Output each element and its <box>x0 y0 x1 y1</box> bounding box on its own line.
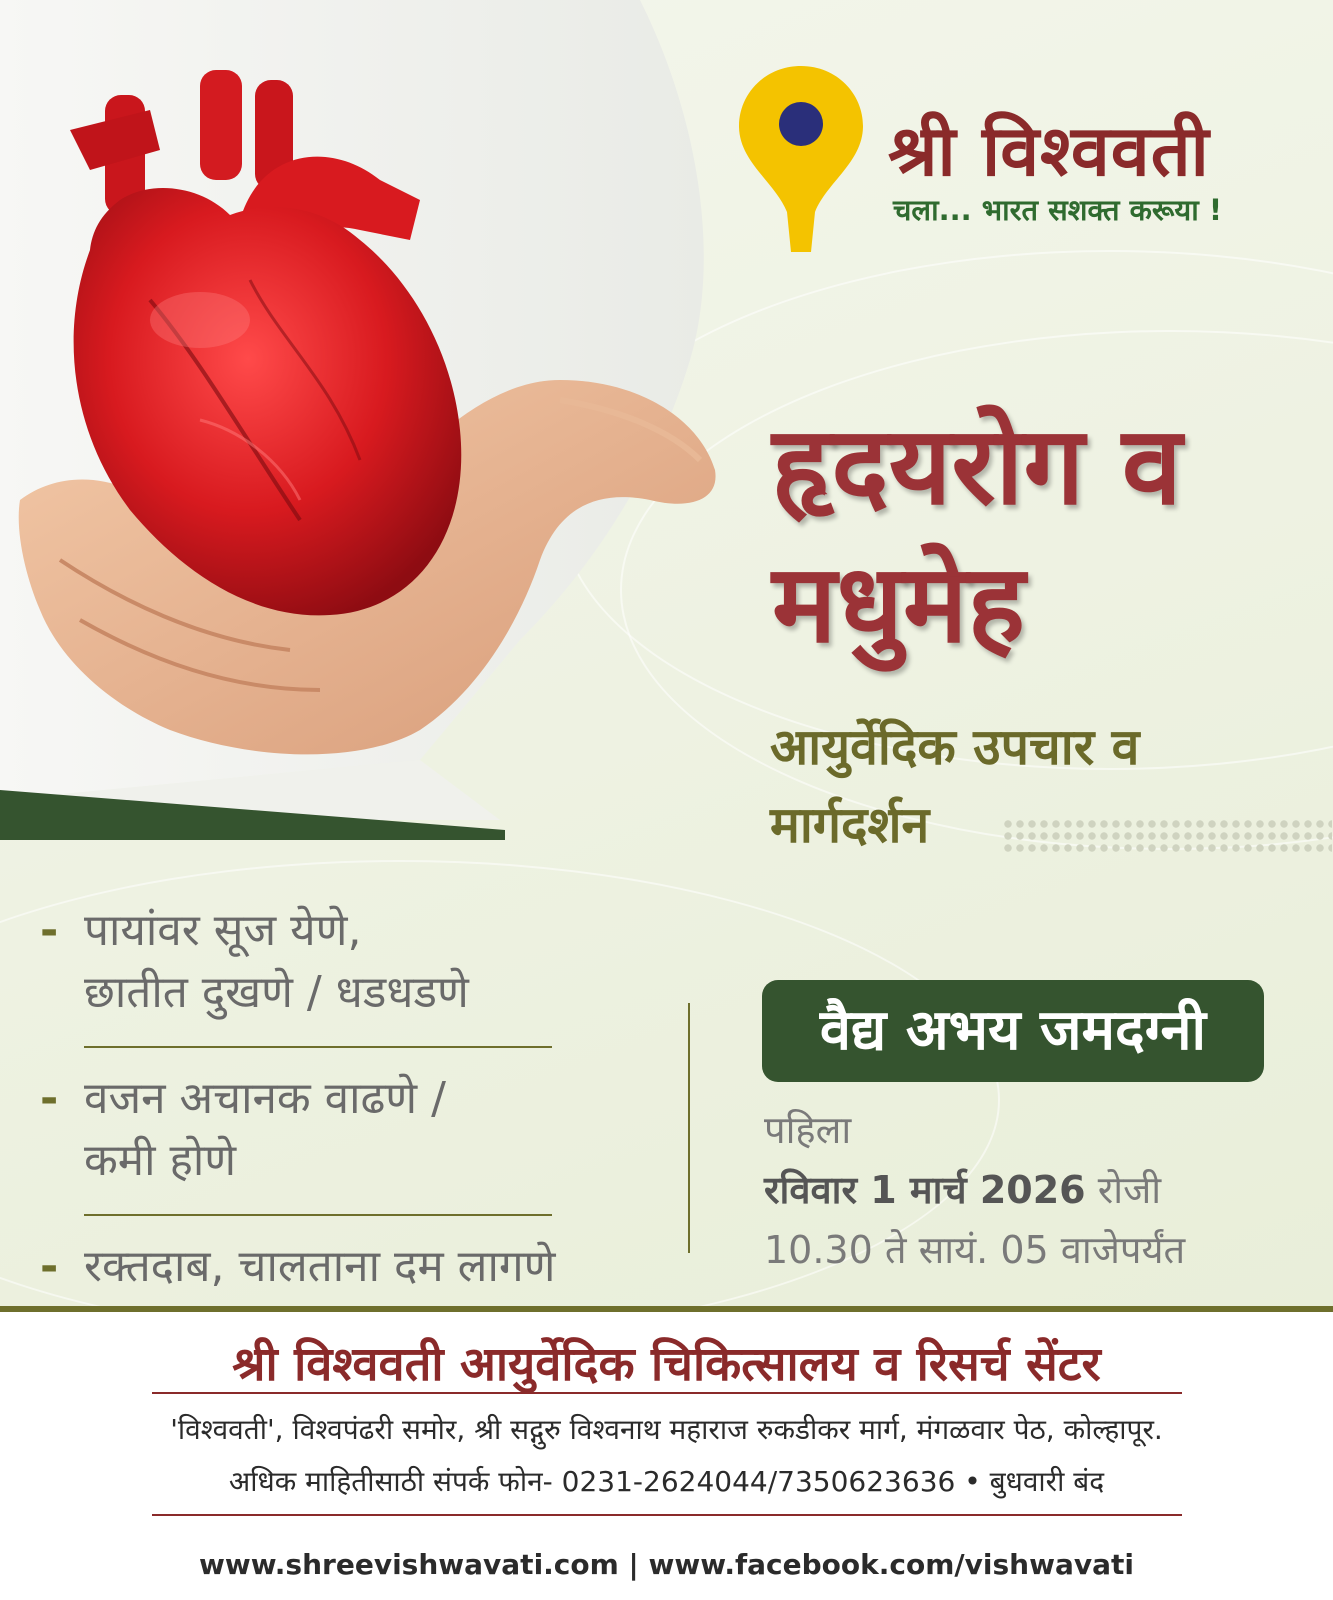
bullet-dash: - <box>40 1073 59 1124</box>
brand-name: श्री विश्ववती <box>888 110 1210 192</box>
symptom-item <box>40 900 660 1024</box>
symptom-line: कमी होणे <box>84 1135 237 1186</box>
schedule <box>764 1100 1284 1280</box>
website-links[interactable]: www.shreevishwavati.com | www.facebook.com/vishwavati <box>198 1548 1134 1581</box>
schedule-first: पहिला <box>764 1108 852 1152</box>
address: 'विश्ववती', विश्वपंढरी समोर, श्री सद्गुरु विश्वनाथ महाराज रुकडीकर मार्ग, मंगळवार पेठ, कोल्हापूर. <box>170 1413 1163 1446</box>
dot-pattern <box>1002 818 1332 856</box>
subheading-line-2: मार्गदर्शन <box>770 796 930 854</box>
footer-rule <box>152 1514 1182 1516</box>
symptom-line: रक्तदाब, चालताना दम लागणे <box>84 1241 556 1292</box>
location-pin-icon <box>735 62 867 257</box>
divider <box>84 1214 552 1216</box>
schedule-date <box>764 1160 1284 1220</box>
symptom-line: पायांवर सूज येणे, <box>84 905 362 956</box>
bullet-dash: - <box>40 1241 59 1292</box>
schedule-date-suffix: रोजी <box>1085 1168 1162 1212</box>
schedule-time: 10.30 ते सायं. 05 वाजेपर्यंत <box>764 1228 1186 1272</box>
symptom-item <box>40 1236 660 1298</box>
footer-rule <box>152 1392 1182 1394</box>
bullet-dash: - <box>40 905 59 956</box>
symptom-list <box>40 900 660 1298</box>
brand-tagline: चला... भारत सशक्त करूया ! <box>893 193 1223 227</box>
heart-in-hand-image <box>0 0 720 820</box>
subheading-line-1: आयुर्वेदिक उपचार व <box>770 718 1140 776</box>
schedule-date-strong: रविवार 1 मार्च 2026 <box>764 1168 1086 1212</box>
headline-line-1: हृदयरोग व <box>772 404 1182 529</box>
green-diagonal-band <box>0 790 505 840</box>
doctor-name-badge: वैद्य अभय जमदग्नी <box>762 980 1264 1082</box>
headline-line-2: मधुमेह <box>772 542 1025 667</box>
symptom-item <box>40 1068 660 1192</box>
divider <box>84 1046 552 1048</box>
contact-info: अधिक माहितीसाठी संपर्क फोन- 0231-2624044/7350623636 • बुधवारी बंद <box>228 1465 1105 1498</box>
symptom-line: छातीत दुखणे / धडधडणे <box>84 967 469 1018</box>
headline <box>772 398 1312 674</box>
symptom-line: वजन अचानक वाढणे / <box>84 1073 446 1124</box>
brand-logo <box>735 62 1275 262</box>
center-name: श्री विश्ववती आयुर्वेदिक चिकित्सालय व रिसर्च सेंटर <box>232 1337 1101 1392</box>
vertical-divider <box>688 1003 690 1253</box>
